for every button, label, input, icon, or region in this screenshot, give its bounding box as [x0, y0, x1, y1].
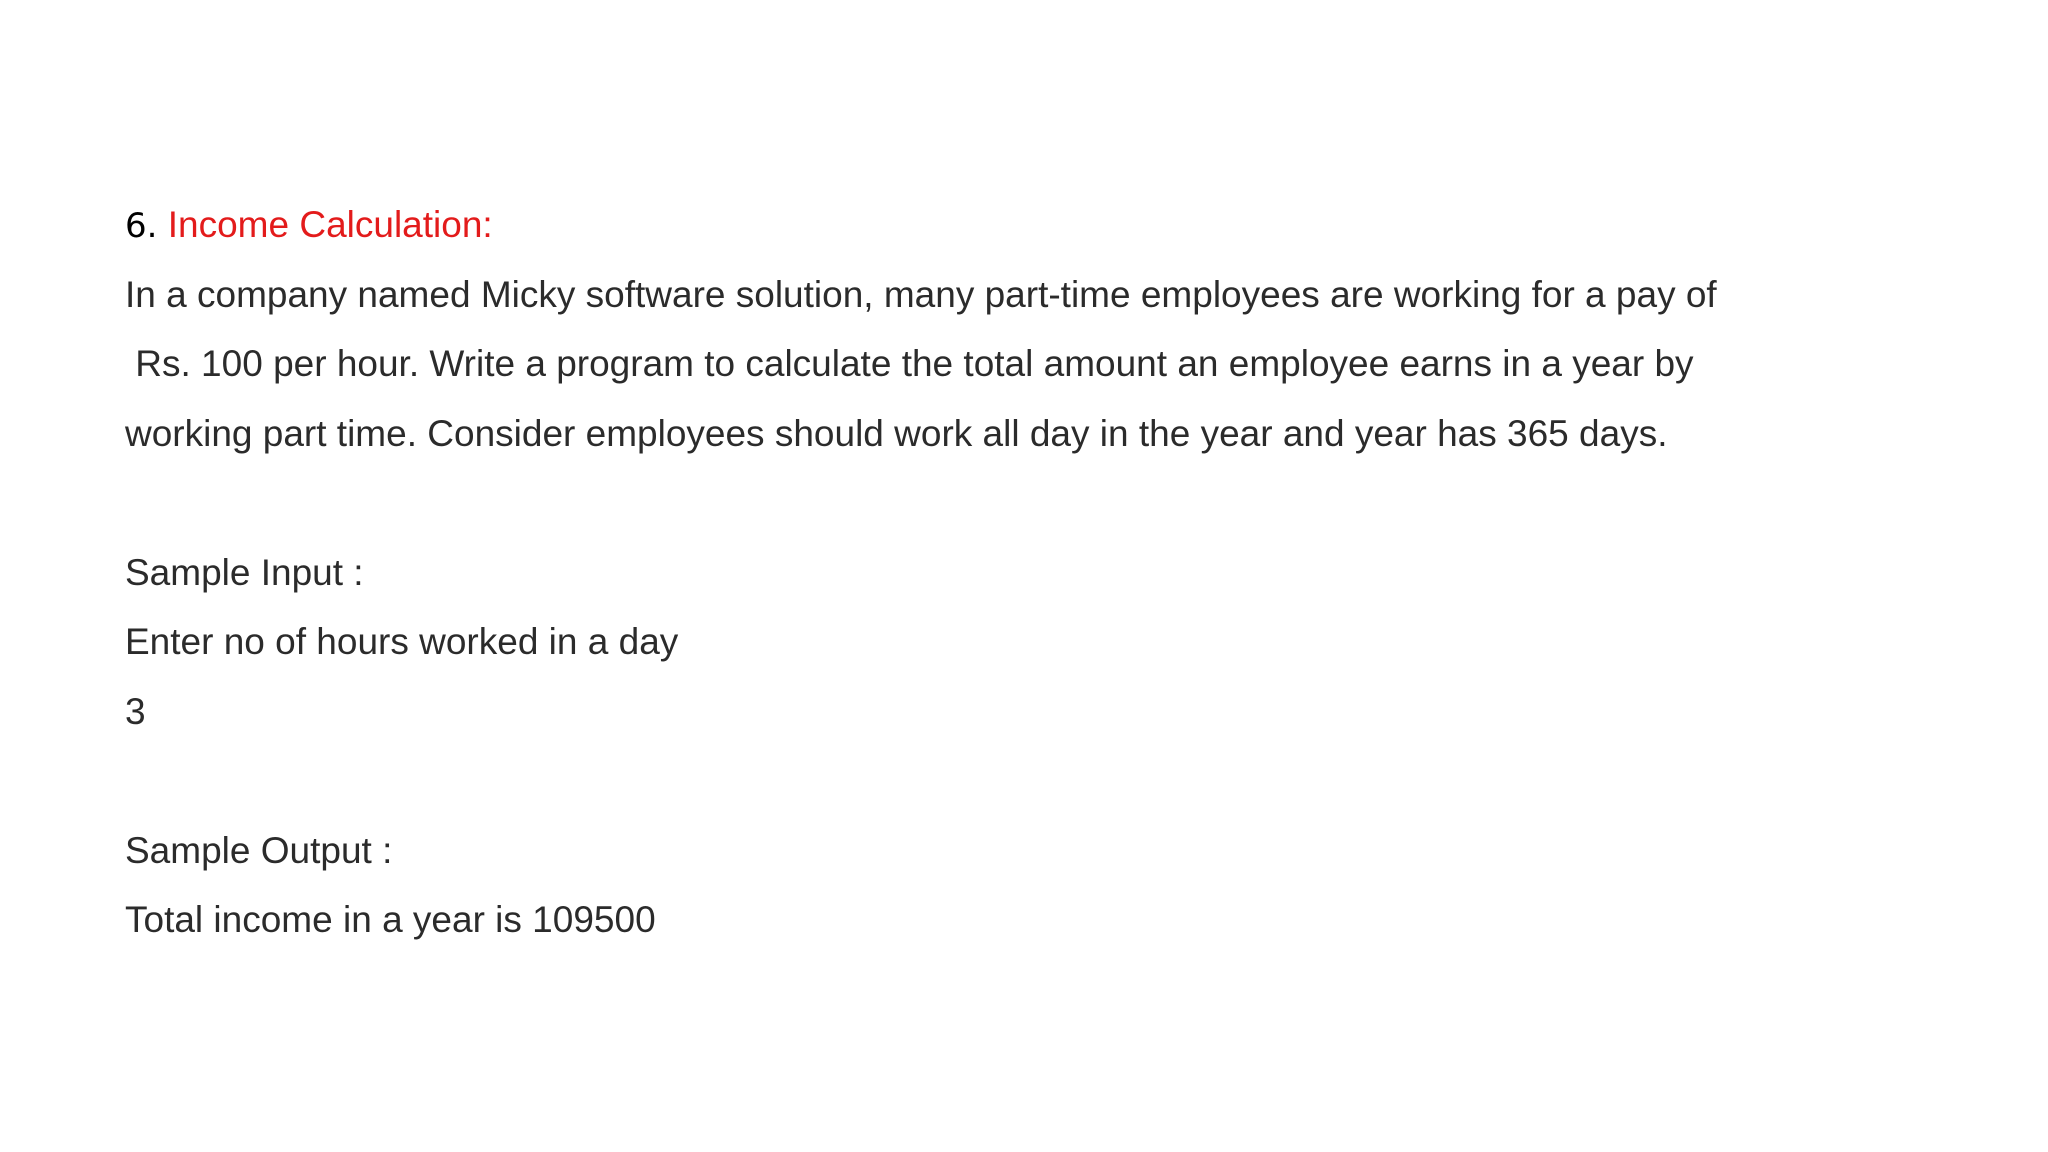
question-content — [125, 190, 1985, 955]
sample-input-label: Sample Input : — [125, 551, 364, 593]
sample-input-value: 3 — [125, 690, 146, 732]
sample-input-prompt: Enter no of hours worked in a day — [125, 621, 679, 662]
sample-output-text: Total income in a year is 109500 — [125, 899, 656, 940]
description-line-1: In a company named Micky software solution, many part-time employees are working for a pay of — [125, 273, 1717, 315]
spacer — [125, 746, 1985, 816]
sample-output-label: Sample Output : — [125, 829, 393, 871]
description-line-2: Rs. 100 per hour. Write a program to calculate the total amount an employee earns in a year by — [125, 343, 1694, 384]
description-line-3: working part time. Consider employees should work all day in the year and year has 365 days. — [125, 412, 1668, 454]
question-heading — [125, 190, 1985, 260]
question-number: 6. — [125, 206, 158, 246]
question-title: Income Calculation: — [167, 204, 493, 245]
spacer — [125, 468, 1985, 538]
